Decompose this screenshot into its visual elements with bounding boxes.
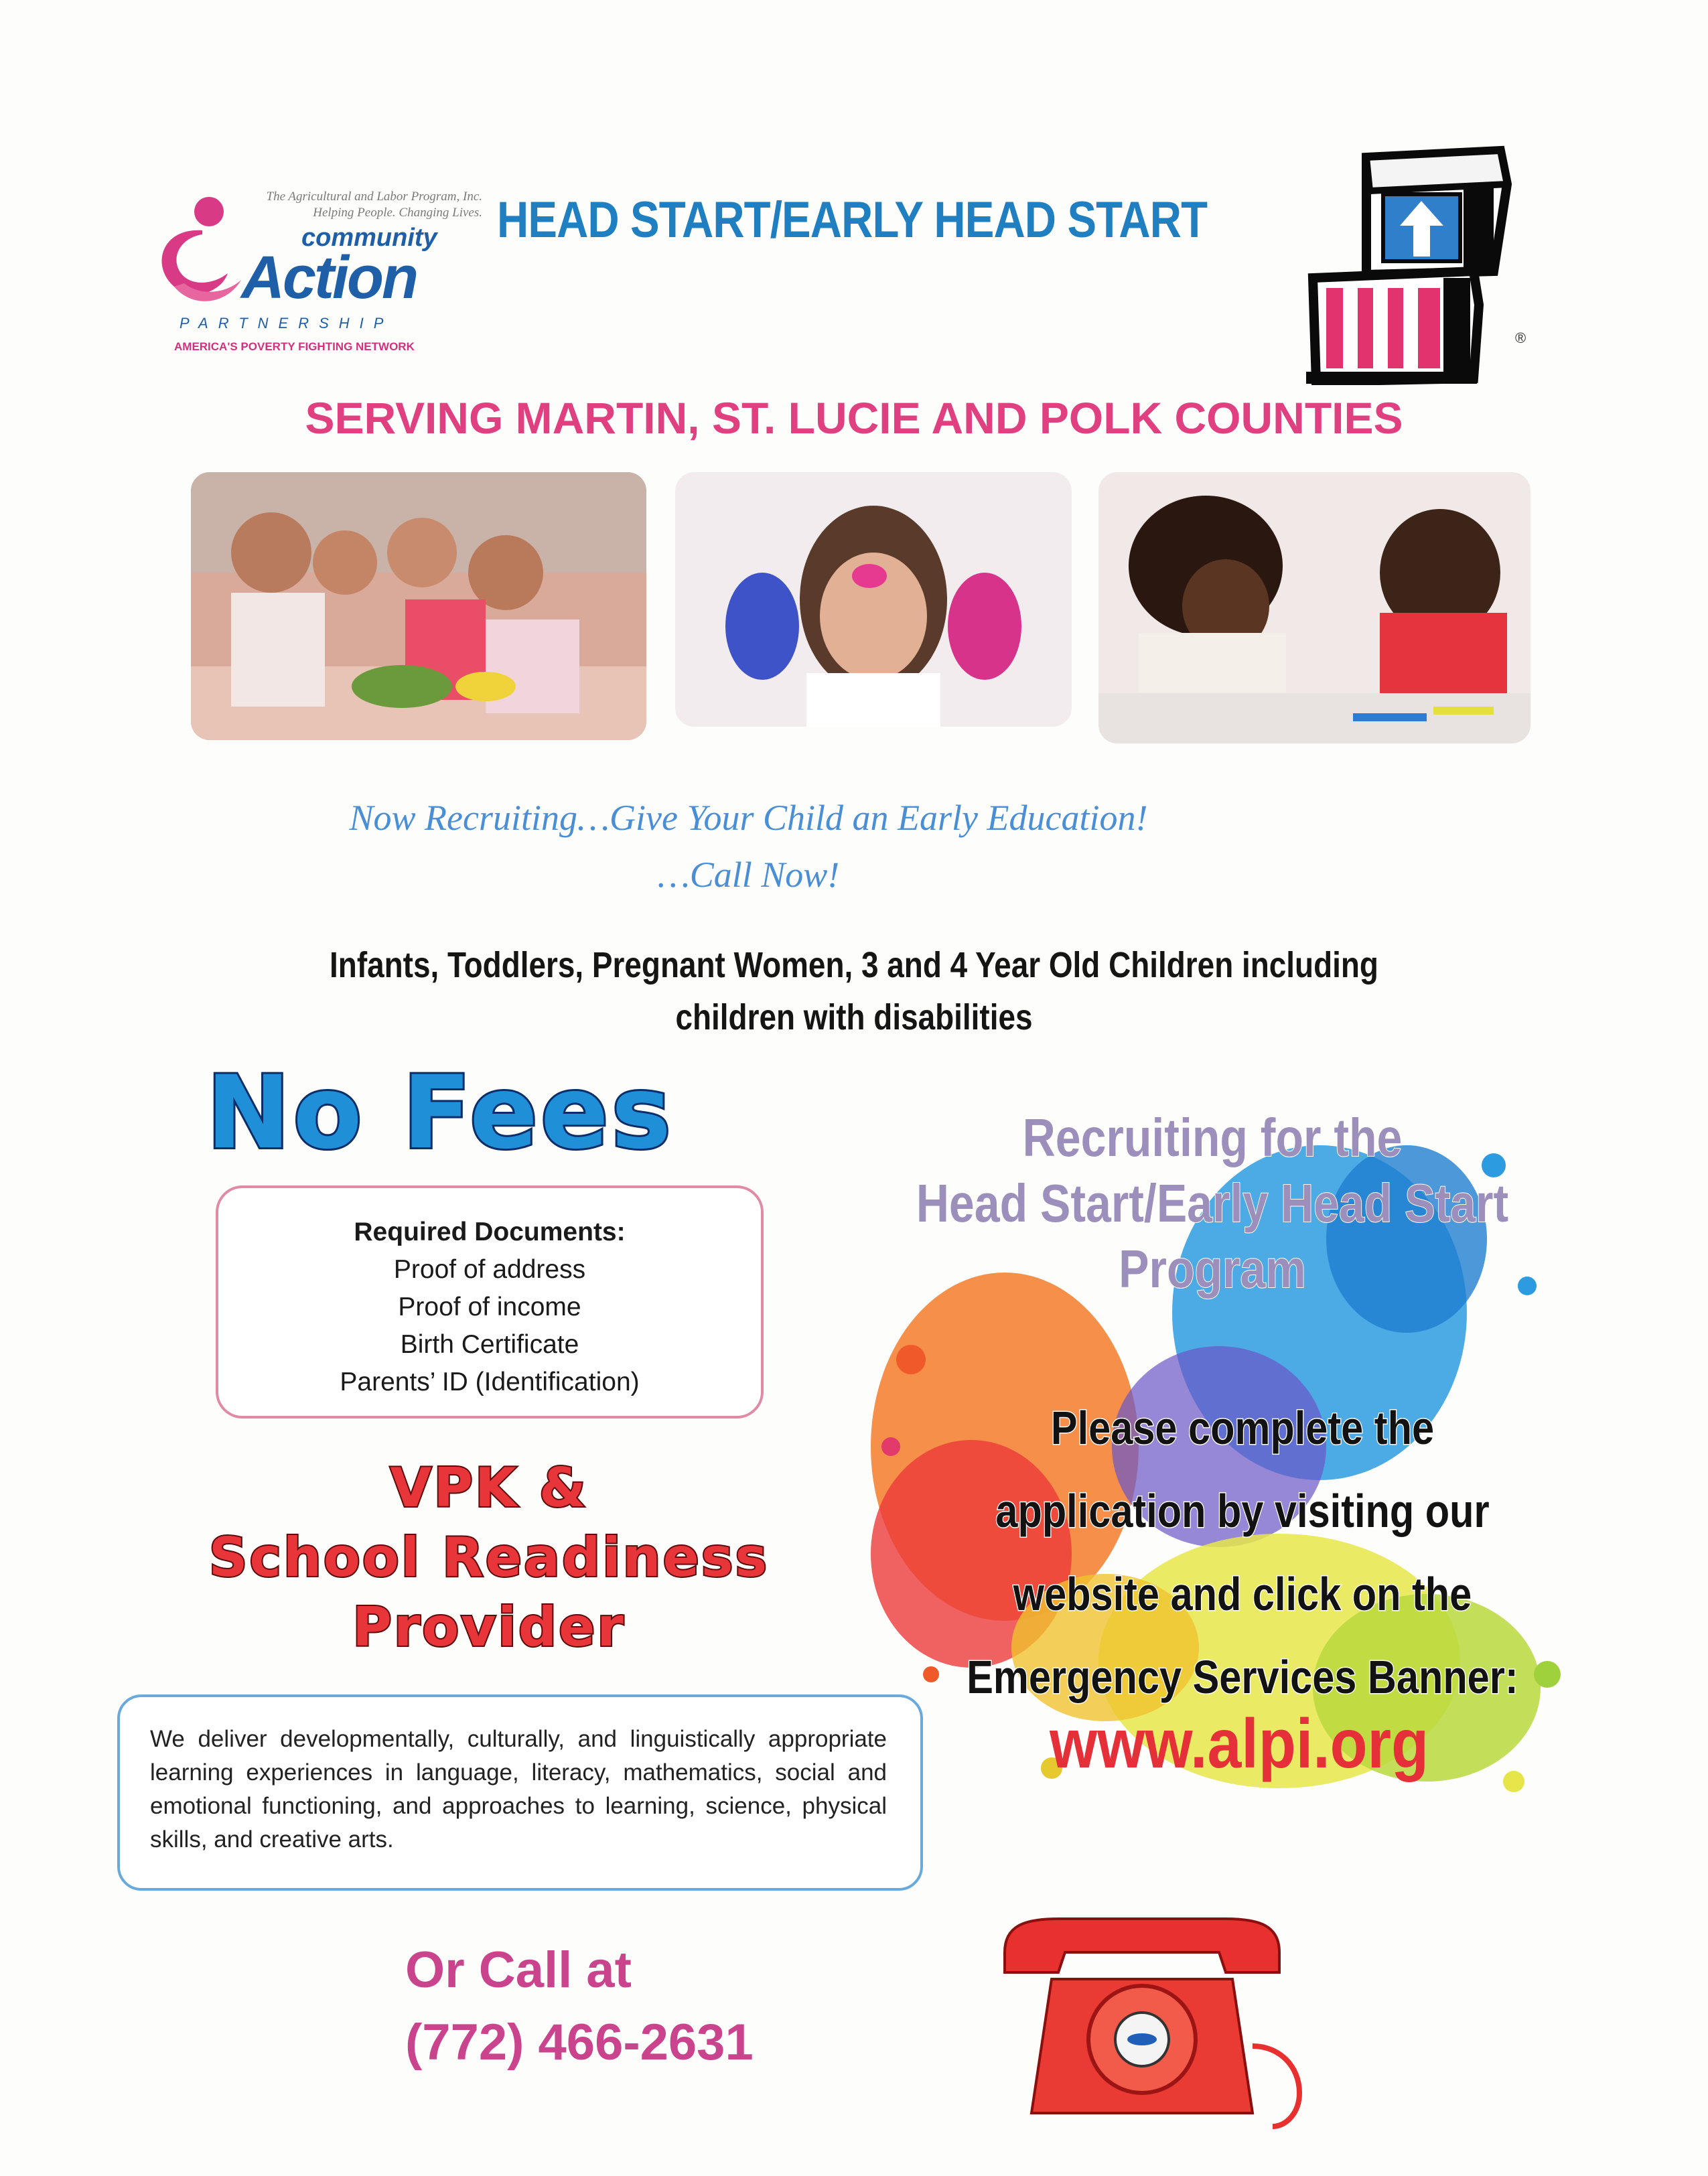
logo-org-name: The Agricultural and Labor Program, Inc. [266, 190, 482, 204]
photo-girls-drawing [1098, 472, 1531, 743]
serving-counties: SERVING MARTIN, ST. LUCIE AND POLK COUNTIES [305, 393, 1403, 443]
application-instructions [949, 1386, 1536, 1719]
registered-mark: ® [1515, 330, 1526, 346]
no-fees-heading: No Fees [206, 1055, 674, 1171]
eligibility-line-2: children with disabilities [675, 997, 1033, 1037]
recruiting-line-3: Program [1119, 1239, 1306, 1299]
call-now-tagline: …Call Now! [657, 855, 840, 895]
eligibility-line-1: Infants, Toddlers, Pregnant Women, 3 and 4 Year Old Children including [330, 945, 1378, 985]
vpk-line-1: VPK & [390, 1457, 588, 1519]
recruiting-line-2: Head Start/Early Head Start [916, 1173, 1509, 1233]
instructions-line-3: website and click on the [1013, 1568, 1472, 1620]
document-item: Proof of income [398, 1293, 581, 1321]
required-documents-heading: Required Documents: [354, 1218, 626, 1246]
document-item: Parents’ ID (Identification) [340, 1368, 640, 1396]
instructions-line-2: application by visiting our [995, 1485, 1490, 1537]
eligibility-text [128, 939, 1580, 1043]
document-item: Proof of address [393, 1255, 586, 1284]
curriculum-description-box [117, 1694, 923, 1891]
logo-network: AMERICA'S POVERTY FIGHTING NETWORK [174, 340, 415, 353]
vpk-line-3: Provider [352, 1596, 626, 1658]
community-action-logo [147, 189, 482, 363]
recruiting-program-heading [911, 1105, 1514, 1302]
call-section [405, 1934, 754, 2079]
logo-community: community [301, 224, 437, 252]
call-label: Or Call at [405, 1942, 632, 1999]
website-link[interactable]: www.alpi.org [1049, 1705, 1429, 1783]
logo-tagline: Helping People. Changing Lives. [313, 206, 482, 220]
logo-action: Action [241, 244, 417, 311]
page-title: HEAD START/EARLY HEAD START [497, 192, 1208, 248]
document-item: Birth Certificate [400, 1330, 579, 1359]
instructions-line-1: Please complete the [1050, 1402, 1435, 1454]
recruiting-tagline: Now Recruiting…Give Your Child an Early Education! [349, 798, 1148, 838]
vpk-provider-heading [107, 1453, 871, 1662]
photo-girl-painted-hands [675, 472, 1072, 727]
instructions-line-4: Emergency Services Banner: [967, 1651, 1518, 1703]
required-documents-box [216, 1185, 764, 1419]
phone-number[interactable]: (772) 466-2631 [405, 2014, 754, 2071]
logo-partnership: PARTNERSHIP [180, 315, 394, 332]
red-telephone-icon [985, 1912, 1320, 2133]
curriculum-description: We deliver developmentally, culturally, and linguistically appropriate learning experiences in language, literacy, mathematics, social and emotional functioning, and approaches to learning, science, physical skills, and creative arts. [150, 1726, 887, 1853]
vpk-line-2: School Readiness [208, 1526, 770, 1589]
head-start-blocks-logo [1306, 144, 1527, 385]
recruiting-line-1: Recruiting for the [1022, 1108, 1403, 1167]
photo-children-cooking [191, 472, 646, 740]
